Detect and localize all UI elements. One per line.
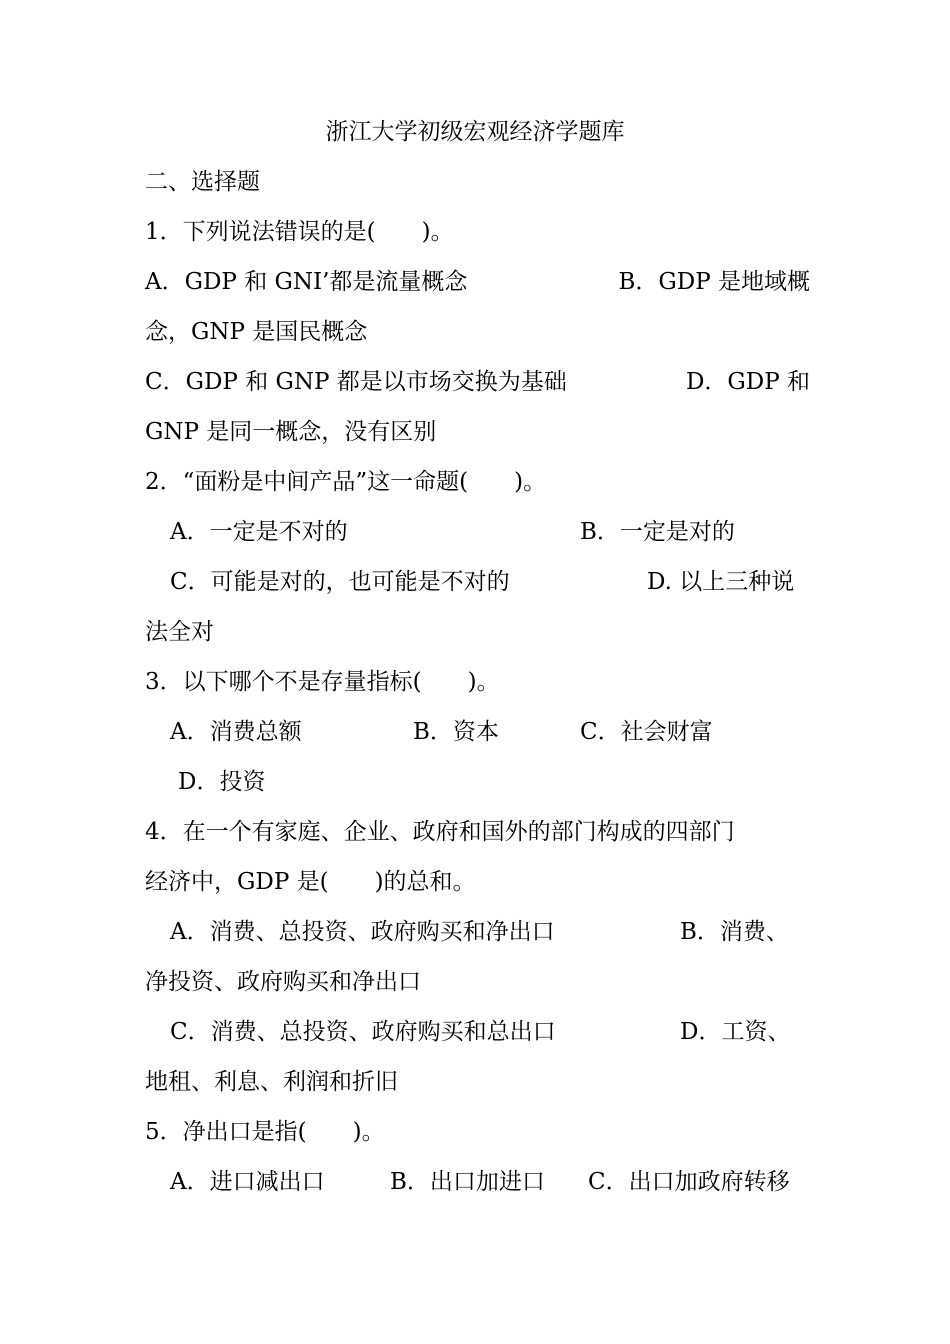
page-title: 浙江大学初级宏观经济学题库 — [325, 119, 625, 145]
question-2-option-c: C．可能是对的，也可能是不对的 — [170, 569, 510, 595]
question-3-option-b: B．资本 — [413, 719, 499, 745]
question-4-option-b-continued: 净投资、政府购买和净出口 — [145, 969, 421, 995]
question-3-option-c: C．社会财富 — [580, 719, 713, 745]
question-4-stem: 4．在一个有家庭、企业、政府和国外的部门构成的四部门 — [145, 819, 735, 845]
question-5-stem: 5．净出口是指( )。 — [145, 1119, 385, 1145]
question-1-stem: 1．下列说法错误的是( )。 — [145, 219, 454, 245]
question-3-option-a: A．消费总额 — [170, 719, 302, 745]
question-4-option-a: A．消费、总投资、政府购买和净出口 — [170, 919, 555, 945]
question-3-stem: 3．以下哪个不是存量指标( )。 — [145, 669, 500, 695]
question-3-option-d: D．投资 — [178, 769, 266, 795]
question-1-option-c: C．GDP 和 GNP 都是以市场交换为基础 — [145, 369, 567, 395]
question-1-option-d-continued: GNP 是同一概念，没有区别 — [145, 419, 437, 445]
question-1-option-b-continued: 念，GNP 是国民概念 — [145, 319, 368, 345]
question-4-stem-continued: 经济中，GDP 是( )的总和。 — [145, 869, 476, 895]
section-heading: 二、选择题 — [145, 169, 260, 195]
question-4-option-b: B．消费、 — [680, 919, 789, 945]
question-1-options-cd — [145, 367, 810, 397]
question-5-option-b: B．出口加进口 — [390, 1169, 545, 1195]
question-2-option-b: B．一定是对的 — [580, 519, 735, 545]
question-1-option-a: A．GDP 和 GNI’都是流量概念 — [145, 269, 468, 295]
question-5-option-c: C．出口加政府转移 — [588, 1169, 790, 1195]
question-2-stem: 2．“面粉是中间产品”这一命题( )。 — [145, 469, 547, 495]
question-2-option-d-continued: 法全对 — [145, 619, 214, 645]
question-5-option-a: A．进口减出口 — [170, 1169, 325, 1195]
question-4-option-d-continued: 地租、利息、利润和折旧 — [145, 1069, 398, 1095]
question-1-options-ab — [145, 267, 810, 297]
question-4-option-d: D．工资、 — [680, 1019, 791, 1045]
question-1-option-b: B．GDP 是地域概 — [618, 269, 810, 295]
question-2-option-a: A．一定是不对的 — [170, 519, 348, 545]
question-1-option-d: D．GDP 和 — [685, 369, 810, 395]
question-4-option-c: C．消费、总投资、政府购买和总出口 — [170, 1019, 556, 1045]
question-2-option-d: D. 以上三种说 — [647, 569, 795, 595]
